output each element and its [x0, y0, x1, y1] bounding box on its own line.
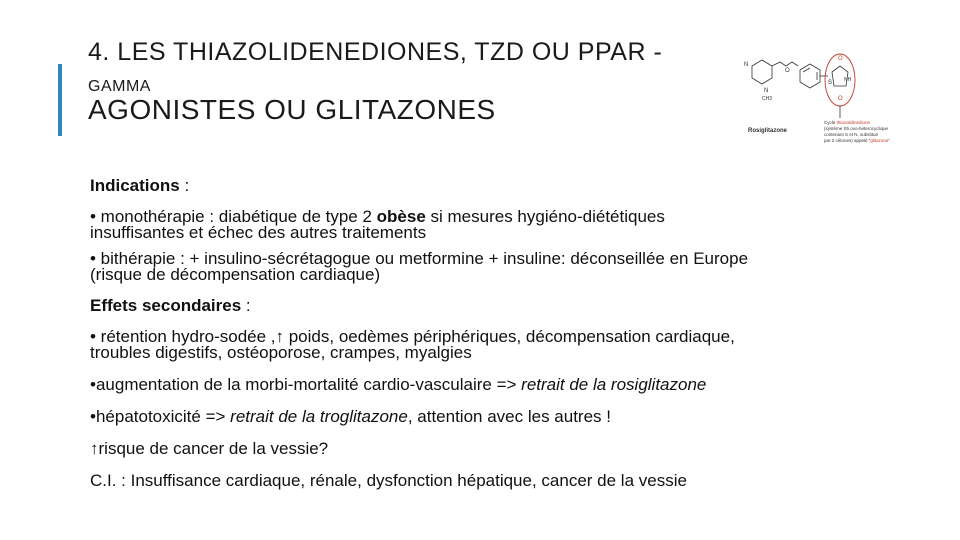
side-effects-colon: :	[241, 296, 251, 315]
atom-label-o2: O	[838, 56, 843, 62]
hepato-italic: retrait de la troglitazone	[230, 407, 408, 426]
bitherapy-continuation: (risque de décompensation cardiaque)	[90, 265, 381, 284]
hepatotoxicity-item	[90, 409, 910, 425]
rosiglitazone-structure-figure	[740, 48, 920, 152]
bladder-cancer-item: ↑risque de cancer de la vessie?	[90, 439, 329, 458]
slide-body	[90, 178, 910, 489]
morbi-prefix: •augmentation de la morbi-mortalité cardio-vasculaire =>	[90, 375, 522, 394]
side-effects-heading	[90, 298, 910, 314]
bitherapy-item: • bithérapie : + insulino-sécrétagogue ou metformine + insuline: déconseillée en Europe	[90, 249, 749, 268]
atom-label-ch3: CH3	[762, 96, 773, 102]
title-accent-bar	[58, 64, 62, 136]
molecule-caption-line2: (système S5 oxo-heterocyclique	[824, 126, 889, 131]
slide-title-line3: AGONISTES OU GLITAZONES	[88, 94, 496, 125]
monotherapy-bold-obese: obèse	[376, 207, 426, 226]
slide-title-line2: GAMMA	[88, 78, 151, 95]
thiazolidinedione-ring	[832, 66, 848, 86]
indications-heading	[90, 178, 910, 194]
atom-label-n1: N	[744, 62, 749, 68]
atom-label-n2: N	[764, 88, 769, 94]
atom-label-o3: O	[838, 96, 843, 102]
pyridine-ring	[752, 60, 772, 84]
molecule-name-label: Rosiglitazone	[748, 128, 788, 134]
monotherapy-rest: si mesures hygiéno-diététiques	[425, 207, 665, 226]
atom-label-s: S	[828, 80, 833, 86]
indications-label: Indications	[90, 176, 180, 195]
hepato-suffix: , attention avec les autres !	[407, 407, 611, 426]
benzene-ring	[800, 64, 820, 88]
morbi-italic: retrait de la rosiglitazone	[521, 375, 707, 394]
monotherapy-continuation: insuffisantes et échec des autres traitements	[90, 223, 427, 242]
molecule-caption-line4: par 2 cétones) appelé "glitazone"	[824, 138, 891, 143]
molecule-caption-line3: contenant S et N, substitué	[824, 132, 879, 137]
retention-continuation: troubles digestifs, ostéoporose, crampes, myalgies	[90, 343, 472, 362]
atom-label-o1: O	[785, 68, 790, 74]
morbi-mortality-item	[90, 377, 910, 393]
hepato-prefix: •hépatotoxicité =>	[90, 407, 231, 426]
atom-label-nh: NH	[844, 77, 852, 83]
molecule-caption-line1: Cycle thiazolidinedione	[824, 120, 871, 125]
linker-chain	[772, 62, 798, 66]
indications-colon: :	[179, 176, 190, 195]
contraindications-item: C.I. : Insuffisance cardiaque, rénale, dysfonction hépatique, cancer de la vessie	[90, 471, 687, 490]
retention-item: • rétention hydro-sodée ,↑ poids, oedèmes périphériques, décompensation cardiaque,	[90, 327, 735, 346]
monotherapy-prefix: • monothérapie : diabétique de type 2	[90, 207, 377, 226]
side-effects-label: Effets secondaires	[90, 296, 242, 315]
slide-title-line1: 4. LES THIAZOLIDENEDIONES, TZD OU PPAR -	[88, 38, 663, 66]
